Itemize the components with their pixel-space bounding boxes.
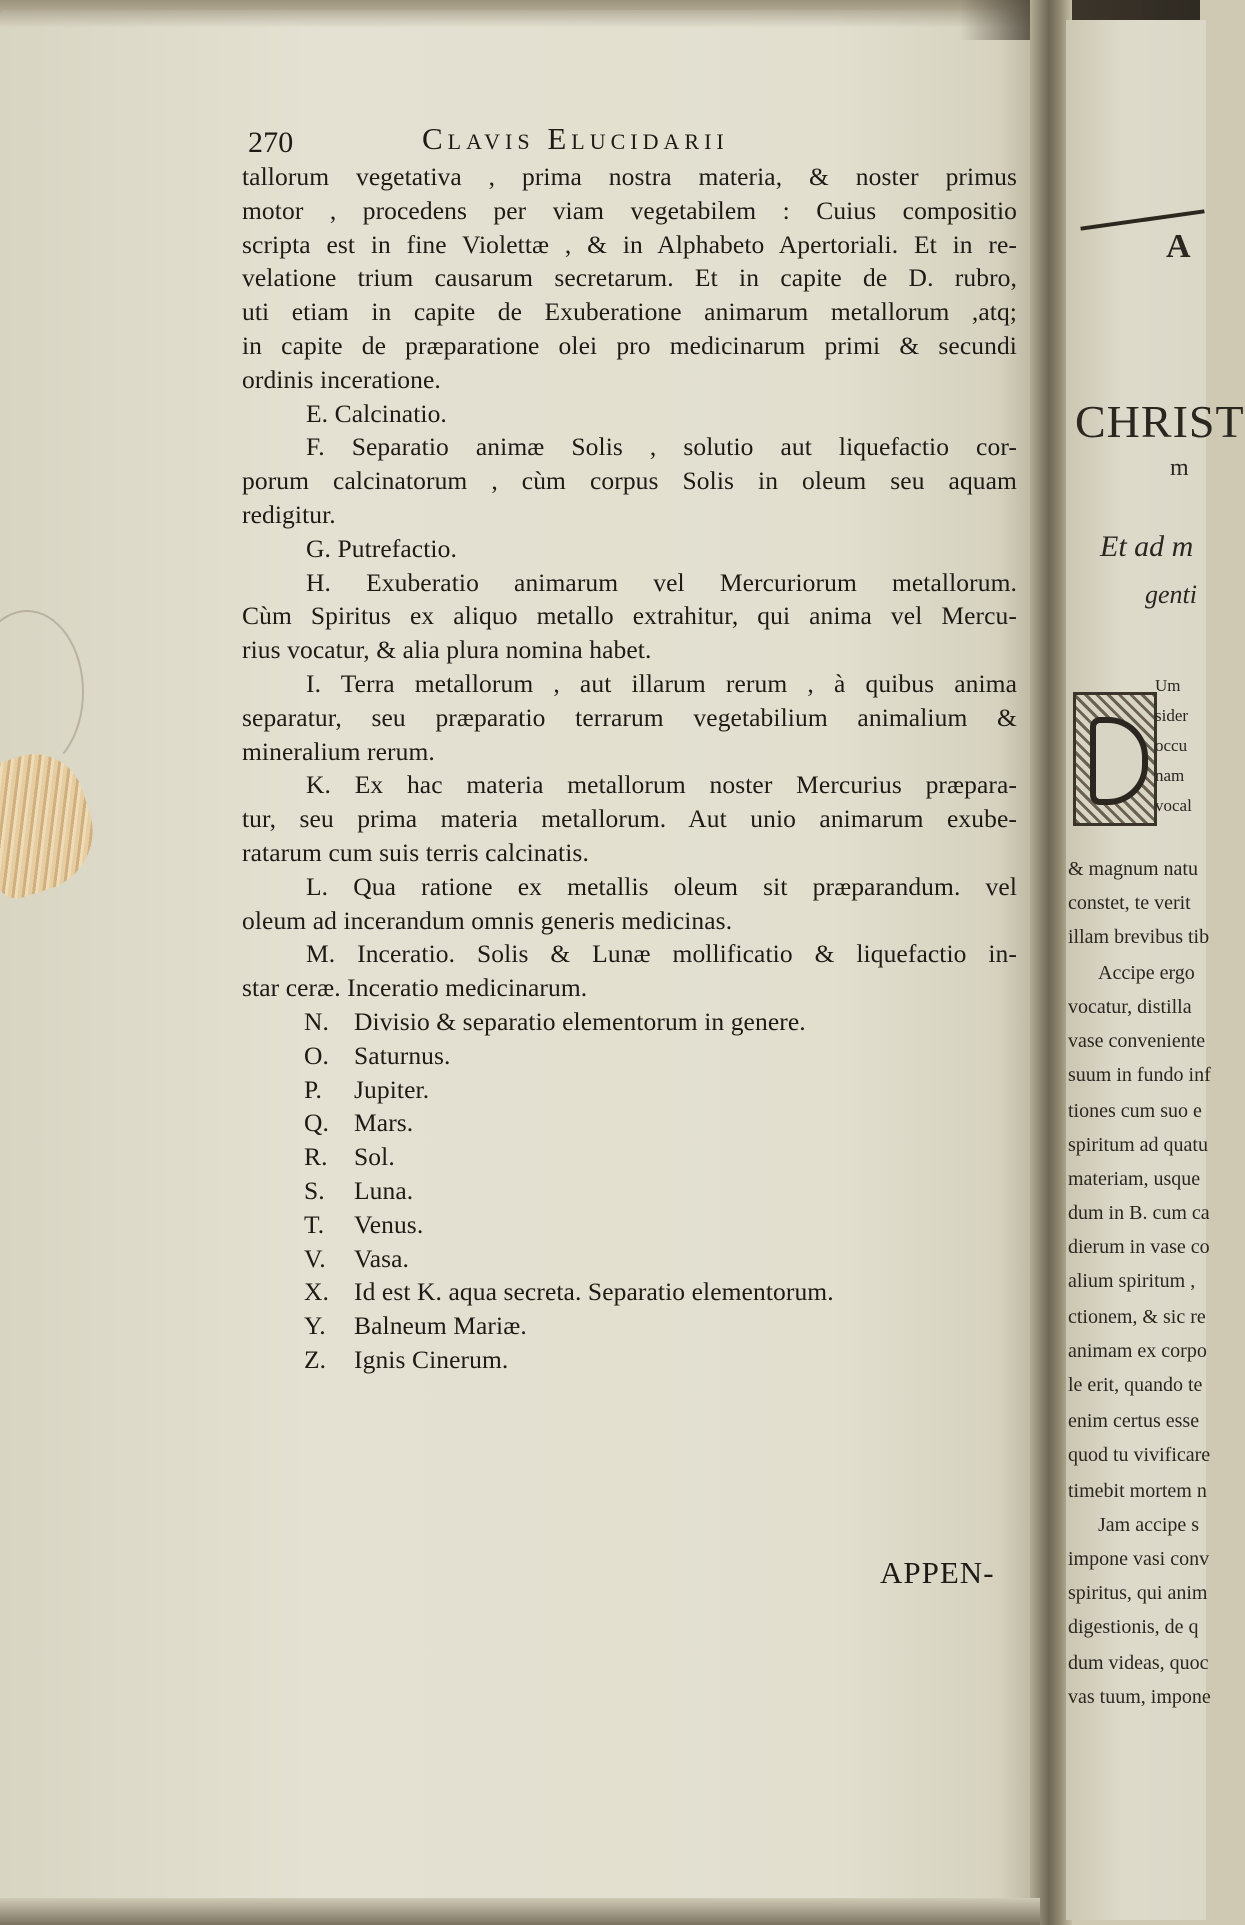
- item-text: Venus.: [354, 1209, 424, 1239]
- item-text: Mars.: [354, 1108, 414, 1138]
- page-text: [242, 118, 1017, 1377]
- text-line: F. Separatio animæ Solis , solutio aut liquefactio cor-: [306, 432, 1017, 462]
- item-text: Saturnus.: [354, 1040, 451, 1070]
- facing-page-italic-line: genti: [1145, 580, 1197, 609]
- item-text: Divisio & separatio elementorum in genere.: [354, 1006, 806, 1036]
- text-line: K. Ex hac materia metallorum noster Mercurius præpara-: [306, 770, 1017, 800]
- item-letter: Z.: [304, 1344, 327, 1374]
- running-title: Clavis Elucidarii: [422, 121, 729, 156]
- legend-entries: [242, 397, 1017, 1005]
- legend-entry: [242, 430, 1017, 531]
- facing-page-title: CHRIST: [1075, 396, 1245, 447]
- text-line: uti etiam in capite de Exuberatione animarum metallorum ,atq;: [242, 297, 1017, 327]
- facing-page-line: alium spiritum ,: [1068, 1270, 1196, 1292]
- item-letter: Y.: [304, 1311, 326, 1341]
- legend-entry: [242, 566, 1017, 667]
- facing-page-line: spiritum ad quatu: [1068, 1134, 1208, 1156]
- facing-page-line: & magnum natu: [1068, 858, 1198, 880]
- item-text: Id est K. aqua secreta. Separatio elementorum.: [354, 1277, 834, 1307]
- facing-page-line: tiones cum suo e: [1068, 1100, 1202, 1122]
- item-letter: R.: [304, 1142, 328, 1172]
- facing-page-line: impone vasi conv: [1068, 1548, 1210, 1570]
- facing-page-line: dum videas, quoc: [1068, 1652, 1209, 1674]
- item-letter: X.: [304, 1277, 329, 1307]
- text-line: tallorum vegetativa , prima nostra materia, & noster primus: [242, 162, 1017, 191]
- legend-list-item: [242, 1140, 1017, 1174]
- item-text: Jupiter.: [354, 1074, 430, 1104]
- item-text: Ignis Cinerum.: [354, 1344, 509, 1374]
- legend-list-item: [242, 1106, 1017, 1140]
- text-line: I. Terra metallorum , aut illarum rerum , à quibus anima: [306, 668, 1017, 698]
- facing-page-line: nam: [1155, 766, 1185, 785]
- legend-entry: [242, 667, 1017, 768]
- legend-entry: [242, 532, 1017, 566]
- legend-entry: [242, 768, 1017, 869]
- legend-entry: [242, 937, 1017, 1005]
- legend-list-item: [242, 1309, 1017, 1343]
- item-letter: O.: [304, 1040, 329, 1070]
- text-line: redigitur.: [242, 499, 336, 529]
- legend-list-item: [242, 1242, 1017, 1276]
- facing-page-line: spiritus, qui anim: [1068, 1582, 1208, 1604]
- text-line: rius vocatur, & alia plura nomina habet.: [242, 635, 652, 665]
- legend-entry: [242, 397, 1017, 431]
- facing-page-line: occu: [1155, 736, 1188, 755]
- facing-page-line: dierum in vase co: [1068, 1236, 1210, 1258]
- text-line: ordinis inceratione.: [242, 364, 441, 394]
- item-text: Sol.: [354, 1142, 395, 1172]
- legend-list-item: [242, 1005, 1017, 1039]
- facing-page-line: animam ex corpo: [1068, 1340, 1207, 1362]
- text-line: Cùm Spiritus ex aliquo metallo extrahitur, qui anima vel Mercu-: [242, 601, 1017, 631]
- facing-page-line: illam brevibus tib: [1068, 926, 1210, 948]
- item-letter: V.: [304, 1243, 326, 1273]
- legend-list-item: [242, 1073, 1017, 1107]
- legend-list: [242, 1005, 1017, 1377]
- facing-page-line: le erit, quando te: [1068, 1374, 1203, 1396]
- text-line: E. Calcinatio.: [306, 398, 447, 428]
- facing-page-line: quod tu vivificare: [1068, 1444, 1211, 1466]
- text-line: scripta est in fine Violettæ , & in Alphabeto Apertoriali. Et in re-: [242, 229, 1017, 259]
- page-header: [242, 118, 1017, 160]
- facing-page-line: timebit mortem n: [1068, 1480, 1207, 1502]
- legend-list-item: [242, 1275, 1017, 1309]
- text-line: M. Inceratio. Solis & Lunæ mollificatio & liquefactio in-: [306, 939, 1017, 969]
- facing-page-line: vase conveniente: [1068, 1030, 1206, 1052]
- facing-page-line: Accipe ergo: [1098, 962, 1195, 984]
- facing-page-line: materiam, usque: [1068, 1168, 1201, 1190]
- facing-page-line: Um: [1155, 676, 1181, 695]
- text-line: mineralium rerum.: [242, 736, 435, 766]
- facing-page-line: Jam accipe s: [1098, 1514, 1200, 1536]
- text-line: ratarum cum suis terris calcinatis.: [242, 837, 589, 867]
- item-letter: Q.: [304, 1108, 329, 1138]
- text-line: tur, seu prima materia metallorum. Aut unio animarum exube-: [242, 804, 1017, 834]
- item-letter: N.: [304, 1006, 329, 1036]
- text-line: G. Putrefactio.: [306, 533, 457, 563]
- opening-paragraph: [242, 160, 1017, 397]
- facing-page-italic-line: Et ad m: [1100, 530, 1194, 563]
- page-number: 270: [248, 126, 294, 159]
- facing-page-line: digestionis, de q: [1068, 1616, 1199, 1638]
- facing-page-line: ctionem, & sic re: [1068, 1306, 1206, 1328]
- facing-page-line: enim certus esse: [1068, 1410, 1200, 1432]
- decorated-initial-icon: [1073, 692, 1157, 826]
- item-letter: T.: [304, 1209, 325, 1239]
- text-line: motor , procedens per viam vegetabilem : Cuius compositio: [242, 195, 1017, 225]
- item-letter: P.: [304, 1074, 322, 1104]
- page-bottom-edge: [0, 1898, 1040, 1925]
- item-letter: S.: [304, 1175, 325, 1205]
- legend-list-item: [242, 1208, 1017, 1242]
- facing-page-line: suum in fundo inf: [1068, 1064, 1211, 1086]
- facing-page-heading: A: [1166, 228, 1191, 265]
- text-line: H. Exuberatio animarum vel Mercuriorum metallorum.: [306, 567, 1017, 597]
- legend-list-item: [242, 1343, 1017, 1377]
- item-text: Luna.: [354, 1175, 414, 1205]
- facing-page-line: vocatur, distilla: [1068, 996, 1192, 1018]
- legend-list-item: [242, 1039, 1017, 1073]
- catchword: APPEN-: [880, 1555, 995, 1590]
- item-text: Balneum Mariæ.: [354, 1311, 527, 1341]
- facing-page-line: vas tuum, impone: [1068, 1686, 1211, 1708]
- item-text: Vasa.: [354, 1243, 410, 1273]
- facing-page-line: sider: [1155, 706, 1189, 725]
- text-line: star ceræ. Inceratio medicinarum.: [242, 973, 588, 1003]
- facing-page-subtitle: m: [1170, 455, 1189, 481]
- text-line: in capite de præparatione olei pro medicinarum primi & secundi: [242, 330, 1017, 360]
- legend-list-item: [242, 1174, 1017, 1208]
- legend-entry: [242, 870, 1017, 938]
- facing-page-line: vocal: [1155, 796, 1192, 815]
- text-line: velatione trium causarum secretarum. Et in capite de D. rubro,: [242, 263, 1017, 293]
- text-line: L. Qua ratione ex metallis oleum sit præparandum. vel: [306, 871, 1017, 901]
- text-line: separatur, seu præparatio terrarum vegetabilium animalium &: [242, 702, 1017, 732]
- text-line: porum calcinatorum , cùm corpus Solis in oleum seu aquam: [242, 466, 1017, 496]
- facing-page-line: constet, te verit: [1068, 892, 1191, 914]
- text-line: oleum ad incerandum omnis generis medicinas.: [242, 905, 733, 935]
- facing-page-line: dum in B. cum ca: [1068, 1202, 1210, 1224]
